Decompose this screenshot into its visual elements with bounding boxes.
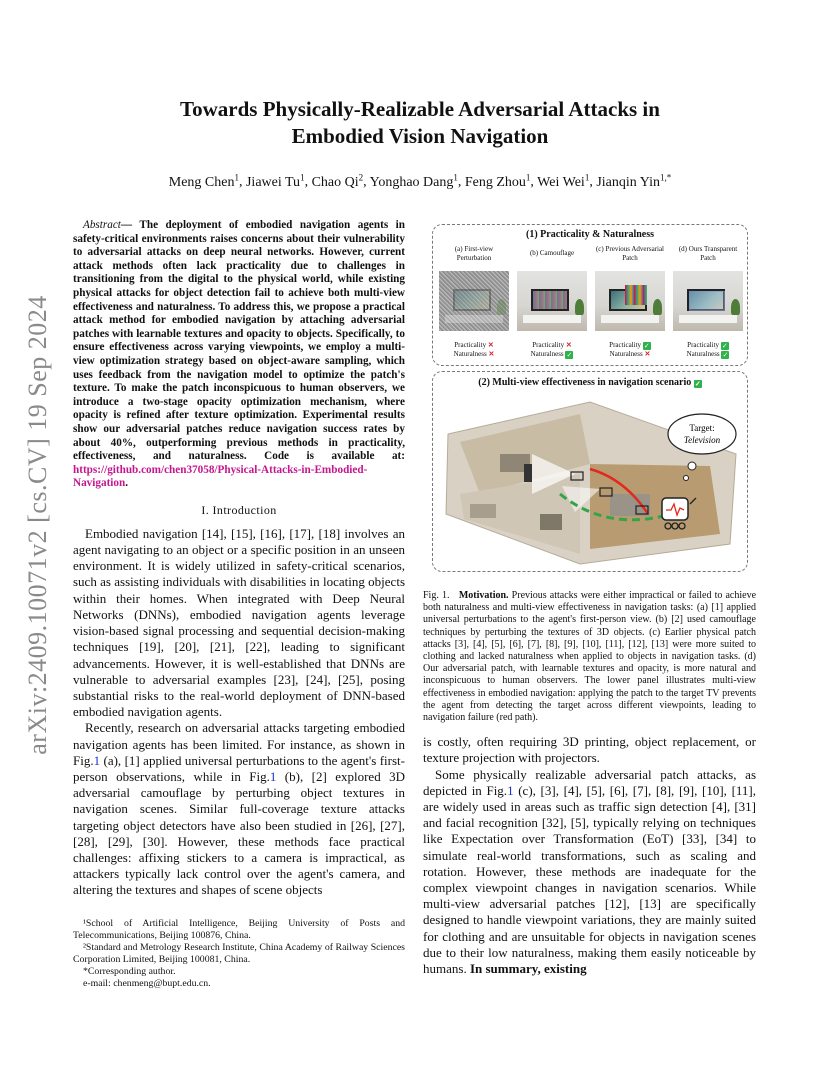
cross-icon: ✕ bbox=[644, 350, 651, 358]
thumbnail-first-view-perturbation bbox=[439, 271, 509, 331]
author: Jiawei Tu$^1$ bbox=[245, 172, 305, 190]
author: Chao Qi$^2$ bbox=[311, 172, 364, 190]
left-column bbox=[73, 219, 405, 899]
cross-icon: ✕ bbox=[565, 341, 572, 349]
check-icon: ✓ bbox=[721, 342, 728, 350]
check-icon: ✓ bbox=[694, 380, 701, 388]
code-link[interactable]: https://github.com/chen37058/Physical-Attacks-in-Embodied-Navigation bbox=[73, 463, 368, 490]
figure-ref-link[interactable]: 1 bbox=[507, 782, 514, 798]
practicality-naturalness-box bbox=[432, 224, 748, 366]
check-icon: ✓ bbox=[722, 351, 729, 359]
check-icon: ✓ bbox=[643, 342, 650, 350]
figure-ref-link[interactable]: 1 bbox=[93, 752, 101, 768]
author: Jianqin Yin$^{1,*}$ bbox=[596, 172, 672, 190]
footnote-affiliation-1: ¹School of Artificial Intelligence, Beijing University of Posts and Telecommunications, Beijing 100876, China. bbox=[73, 918, 405, 941]
author: Meng Chen$^1$ bbox=[168, 172, 239, 190]
figure-caption: Fig. 1. Motivation. Previous attacks were either impractical or failed to achieve both naturalness and multi-view effectiveness in navigation tasks: (a) [1] applied universal perturbations to the agent's first-person view. (b) [2] used camouflage techniques by perturbing the textures of 3D objects. (c) Earlier physical patch attacks [3], [4], [5], [6], [7], [8], [9], [10], [11], [12], [13] were more suited to clothing and lacked naturalness when applied to objects in navigation tasks. (d) Our adversarial patch, with learnable textures and opacity, is more natural and inconspicuous to human observers. The lower panel illustrates multi-view effectiveness in embodied navigation: applying the patch to the target TV prevents the agent from detecting the target across different viewpoints, leading to navigation failure (red path). bbox=[423, 590, 757, 724]
paper-title bbox=[100, 96, 740, 150]
footnote-corresponding: *Corresponding author. bbox=[83, 966, 176, 977]
author: Wei Wei$^1$ bbox=[537, 172, 590, 190]
panel-label: (b) Camouflage bbox=[529, 249, 575, 257]
cross-icon: ✕ bbox=[488, 350, 495, 358]
right-column bbox=[423, 590, 756, 977]
cross-icon: ✕ bbox=[487, 341, 494, 349]
arxiv-id: arXiv:2409.10071v2 [cs.CV] 19 Sep 2024 bbox=[23, 295, 53, 755]
check-icon: ✓ bbox=[566, 351, 573, 359]
author: Yonghao Dang$^1$ bbox=[369, 172, 458, 190]
footnotes bbox=[73, 918, 405, 990]
intro-paragraph-2: Recently, research on adversarial attacks targeting embodied navigation agents has been limited. For instance, as shown in Fig.1 (a), [1] applied universal perturbations to the agent's first-person observations, while in Fig.1 (b), [2] explored 3D adversarial camouflage by perturbing object textures in navigation scenes. Similar full-coverage texture attacks targeting object detectors have also been studied in [26], [27], [28], [29], [30]. However, these methods face practical challenges: affixing stickers to a camera is impractical, as attackers typically lack control over the agent's camera, and altering the textures and shapes of scene objects bbox=[73, 720, 405, 898]
figure-1 bbox=[432, 224, 748, 572]
abstract-label: Abstract bbox=[83, 219, 121, 231]
footnote-affiliation-2: ²Standard and Metrology Research Institute, China Academy of Railway Sciences Corporation Limited, Beijing 100081, China. bbox=[73, 942, 405, 965]
panel-status: Practicality ✕ Naturalness ✕ bbox=[453, 341, 495, 358]
abstract-text: — The deployment of embodied navigation agents in safety-critical environments raises concerns about their vulnerability to adversarial attacks on deep neural networks. However, current attack methods often lack practicality due to challenges in transitioning from the digital to the physical world, while existing physical attacks for object detection fail to achieve both multi-view effectiveness and naturalness. To address this, we propose a practical attack method for embodied navigation by attaching adversarial patches with learnable textures and opacity to objects. Specifically, to ensure effectiveness across varying viewpoints, we employ a multi-view optimization strategy based on object-aware sampling, which uses feedback from the navigation model to optimize the patch's texture. To make the patch inconspicuous to human observers, we introduce a two-stage opacity optimization mechanism, where opacity is refined after texture optimization. Experimental results show our adversarial patches reduce navigation success rates by about 40%, outperforming previous methods in practicality, effectiveness, and naturalness. Code is available at: bbox=[73, 219, 405, 463]
title-line-1: Towards Physically-Realizable Adversarial Attacks in bbox=[180, 97, 660, 121]
navigation-scene-illustration bbox=[440, 394, 740, 566]
author: Feng Zhou$^1$ bbox=[464, 172, 531, 190]
box2-title: (2) Multi-view effectiveness in navigation scenario ✓ bbox=[478, 377, 701, 388]
panel-status: Practicality ✕ Naturalness ✓ bbox=[530, 341, 573, 359]
box1-title: (1) Practicality & Naturalness bbox=[525, 229, 655, 240]
panel-status: Practicality ✓ Naturalness ✓ bbox=[686, 341, 729, 359]
panel-status: Practicality ✓ Naturalness ✕ bbox=[609, 341, 651, 358]
right-paragraph-1: is costly, often requiring 3D printing, object replacement, or texture projection with projectors. bbox=[423, 734, 756, 766]
thumbnail-transparent-patch bbox=[673, 271, 743, 331]
panel-label: (c) Previous Adversarial Patch bbox=[595, 245, 665, 262]
abstract: Abstract— The deployment of embodied navigation agents in safety-critical environments raises concerns about their vulnerability to adversarial attacks on deep neural networks. However, current attack methods often lack practicality due to challenges in transitioning from the digital to the physical world, while existing physical attacks for object detection fail to achieve both multi-view effectiveness and naturalness. To address this, we propose a practical attack method for embodied navigation by attaching adversarial patches with learnable textures and opacity to objects. Specifically, to ensure effectiveness across varying viewpoints, we employ a multi-view optimization strategy based on object-aware sampling, which uses feedback from the navigation model to optimize the patch's texture. To make the patch inconspicuous to human observers, we introduce a two-stage opacity optimization mechanism, where opacity is refined after texture optimization. Experimental results show our adversarial patches reduce navigation success rates by about 40%, outperforming previous methods in practicality, effectiveness, and naturalness. Code is available at: https://github.com/chen37058/Physical-Attacks-in-Embodied-Navigation. bbox=[73, 219, 405, 490]
arxiv-watermark bbox=[18, 290, 58, 760]
footnote-email: e-mail: chenmeng@bupt.edu.cn. bbox=[83, 978, 211, 989]
panel-label: (a) First-view Perturbation bbox=[454, 245, 494, 262]
thumbnail-previous-patch bbox=[595, 271, 665, 331]
right-paragraph-2: Some physically realizable adversarial patch attacks, as depicted in Fig.1 (c), [3], [4], [5], [6], [7], [8], [9], [10], [11], are widely used in areas such as traffic sign detection [4], [31] and facial recognition [32], [5], typically relying on techniques like Expectation over Transformation (EoT) [33], [34] to simulate real-world transformations, such as scaling and rotation. However, these methods are inadequate for the complex viewpoint changes in navigation scenarios. While multi-view adversarial patches [12], [13] are specifically designed to handle viewpoint variations, they are mainly suited for clothing and are unsuitable for objects in navigation scenes due to their low naturalness, making them easily noticeable by humans. In summary, existing bbox=[423, 766, 756, 977]
target-label: Target: bbox=[689, 423, 715, 433]
intro-paragraph-1: Embodied navigation [14], [15], [16], [17], [18] involves an agent navigating to an object or a specific position in an unseen environment. It is widely utilized in safety-critical scenarios, such as assisting individuals with disabilities in locating objects within their homes. When integrated with Deep Neural Networks (DNNs), embodied navigation agents leverage vision-based signal processing and sequential decision-making techniques [19], [20], [21], [22], leading to significant advancements. However, it is well-established that DNNs are vulnerable to adversarial examples [23], [24], [25], posing substantial risks to the real-world deployment of DNN-based embodied navigation agents. bbox=[73, 525, 405, 720]
thumbnail-camouflage bbox=[517, 271, 587, 331]
author-list: Meng Chen$^1$, Jiawei Tu$^1$, Chao Qi$^2$, Yonghao Dang$^1$, Feng Zhou$^1$, Wei Wei$^1$, Jianqin Yin$^{1,*}$ bbox=[168, 172, 672, 190]
panel-label: (d) Ours Transparent Patch bbox=[678, 245, 738, 262]
target-value: Television bbox=[683, 435, 721, 445]
figure-ref-link[interactable]: 1 bbox=[269, 768, 277, 784]
section-heading-introduction: I. Introduction bbox=[201, 502, 277, 517]
title-line-2: Embodied Vision Navigation bbox=[291, 124, 549, 148]
